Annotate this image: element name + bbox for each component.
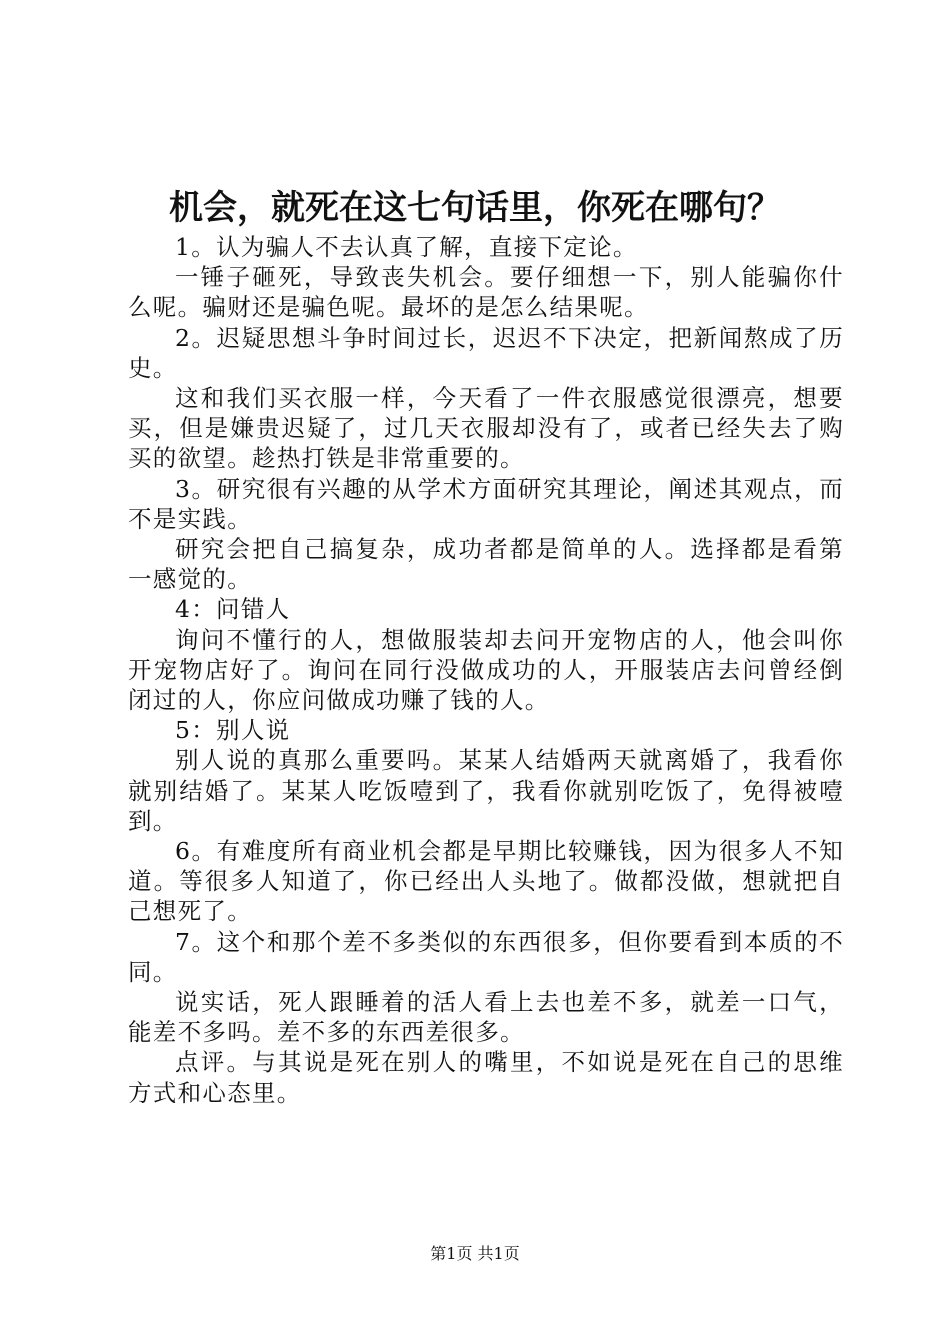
paragraph: 点评。与其说是死在别人的嘴里，不如说是死在自己的思维方式和心态里。: [128, 1048, 844, 1107]
paragraph: 这和我们买衣服一样，今天看了一件衣服感觉很漂亮，想要买，但是嫌贵迟疑了，过几天衣服却没有了，或者已经失去了购买的欲望。趁热打铁是非常重要的。: [128, 384, 844, 473]
paragraph: 3。研究很有兴趣的从学术方面研究其理论，阐述其观点，而不是实践。: [128, 474, 844, 533]
paragraph: 1。认为骗人不去认真了解，直接下定论。: [175, 233, 638, 261]
paragraph: 5：别人说: [175, 716, 291, 745]
paragraph: 4：问错人: [175, 595, 291, 624]
document-title: 机会，就死在这七句话里，你死在哪句？: [169, 188, 781, 228]
paragraph: 研究会把自己搞复杂，成功者都是简单的人。选择都是看第一感觉的。: [128, 535, 844, 594]
paragraph: 说实话，死人跟睡着的活人看上去也差不多，就差一口气，能差不多吗。差不多的东西差很多。: [128, 988, 844, 1047]
paragraph: 6。有难度所有商业机会都是早期比较赚钱，因为很多人不知道。等很多人知道了，你已经出人头地了。做都没做，想就把自己想死了。: [128, 837, 844, 926]
paragraph: 一锤子砸死，导致丧失机会。要仔细想一下，别人能骗你什么呢。骗财还是骗色呢。最坏的是怎么结果呢。: [128, 263, 844, 322]
paragraph: 2。迟疑思想斗争时间过长，迟迟不下决定，把新闻熬成了历史。: [128, 323, 844, 382]
paragraph: 别人说的真那么重要吗。某某人结婚两天就离婚了，我看你就别结婚了。某某人吃饭噎到了，我看你就别吃饭了，免得被噎到。: [128, 746, 844, 835]
paragraph: 7。这个和那个差不多类似的东西很多，但你要看到本质的不同。: [128, 927, 844, 986]
document-body: [128, 232, 844, 1108]
paragraph: 询问不懂行的人，想做服装却去问开宠物店的人，他会叫你开宠物店好了。询问在同行没做成功的人，开服装店去问曾经倒闭过的人，你应问做成功赚了钱的人。: [128, 625, 844, 715]
page-footer: 第1页 共1页: [430, 1244, 520, 1263]
